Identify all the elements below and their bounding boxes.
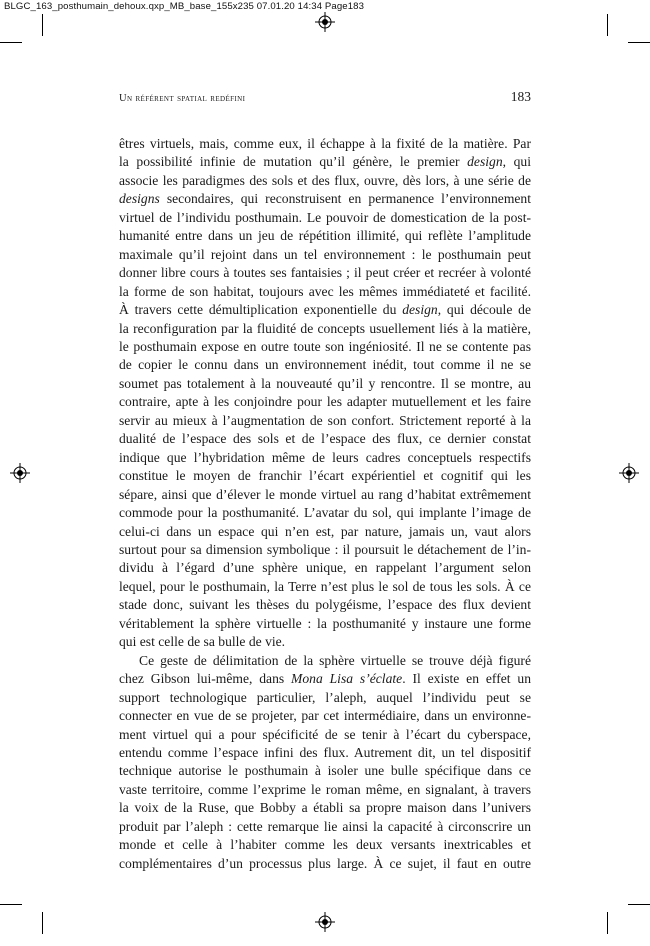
page-number: 183 bbox=[510, 89, 531, 104]
text-line: entendu comme l’espace infini des flux. Autrement dit, un tel dispositif bbox=[119, 744, 531, 760]
text-line: servir au mieux à l’augmentation de son confort. Strictement reporté à la bbox=[119, 412, 531, 428]
text-line: donner libre cours à toutes ses fantaisies ; il peut créer et recréer à volonté bbox=[119, 265, 531, 281]
text-line: vaste territoire, comme l’exprime le roman même, en signalant, à travers bbox=[119, 781, 531, 797]
registration-mark-icon bbox=[315, 12, 335, 32]
text-line: la reconfiguration par la fluidité de concepts usuellement liés à la matière, bbox=[119, 320, 531, 336]
crop-mark bbox=[628, 904, 650, 905]
crop-mark bbox=[0, 42, 22, 43]
text-line: la voix de la Ruse, que Bobby a établi sa propre maison dans l’univers bbox=[119, 800, 531, 816]
text-line: designs secondaires, qui reconstruisent en permanence l’environnement bbox=[119, 191, 531, 207]
text-line: ment virtuel qui a pour spécificité de se tenir à l’écart du cyberspace, bbox=[119, 726, 531, 742]
text-line: dividu à l’égard d’une sphère unique, en rappelant l’argument selon bbox=[119, 560, 531, 576]
crop-mark bbox=[628, 42, 650, 43]
crop-mark bbox=[607, 912, 608, 934]
text-line: soumet pas totalement à la nouveauté qu’il y rencontre. Il se montre, au bbox=[119, 375, 531, 391]
crop-mark bbox=[0, 904, 22, 905]
text-line: la forme de son habitat, toujours avec les mêmes immédiateté et facilité. bbox=[119, 283, 531, 299]
crop-mark bbox=[42, 912, 43, 934]
text-line: indique que l’hybridation même de leurs cadres conceptuels respectifs bbox=[119, 449, 531, 465]
text-line: surtout pour sa dimension symbolique : il poursuit le détachement de l’in- bbox=[119, 541, 531, 557]
text-line: le posthumain expose en outre toute son ingéniosité. Il ne se contente pas bbox=[119, 338, 531, 354]
registration-mark-icon bbox=[315, 912, 335, 932]
text-line: monde et celle à l’habiter comme les deux versants inextricables et bbox=[119, 837, 531, 853]
text-line: dualité de l’espace des sols et de l’espace des flux, ce dernier constat bbox=[119, 431, 531, 447]
text-line: êtres virtuels, mais, comme eux, il échappe à la fixité de la matière. Par bbox=[119, 136, 531, 151]
text-line: complémentaires d’un processus plus large. À ce sujet, il faut en outre bbox=[119, 855, 531, 871]
text-line: celui-ci dans un espace qui n’en est, par nature, jamais un, vaut alors bbox=[119, 523, 531, 539]
text-line: produit par l’aleph : cette remarque lie ainsi la capacité à circonscrire un bbox=[119, 818, 531, 834]
text-line: chez Gibson lui-même, dans Mona Lisa s’éclate. Il existe en effet un bbox=[119, 671, 531, 687]
text-line: lequel, pour le posthumain, la Terre n’est plus le sol de tous les sols. À ce bbox=[119, 578, 531, 594]
print-slug: BLGC_163_posthumain_dehoux.qxp_MB_base_155x235 07.01.20 14:34 Page183 bbox=[4, 1, 365, 12]
text-line: maximale qu’il rejoint dans un tel environnement : le posthumain peut bbox=[119, 246, 531, 262]
text-line: connecter en vue de se projeter, par cet intermédiaire, dans un environne- bbox=[119, 708, 531, 724]
body-text bbox=[119, 135, 531, 873]
registration-mark-icon bbox=[619, 463, 639, 483]
text-line: la possibilité infinie de mutation qu’il génère, le premier design, qui bbox=[119, 154, 531, 170]
crop-mark bbox=[607, 14, 608, 36]
text-line: sépare, ainsi que d’élever le monde virtuel au rang d’habitat extrêmement bbox=[119, 486, 531, 502]
registration-mark-icon bbox=[10, 463, 30, 483]
crop-mark bbox=[42, 14, 43, 36]
text-line: commode pour la posthumanité. L’avatar du sol, qui implante l’image de bbox=[119, 505, 531, 521]
text-line: humanité entre dans un jeu de répétition illimité, qui reflète l’amplitude bbox=[119, 228, 531, 244]
text-line: Ce geste de délimitation de la sphère virtuelle se trouve déjà figuré bbox=[139, 652, 531, 668]
text-line: support technologique particulier, l’aleph, auquel l’individu peut se bbox=[119, 689, 531, 705]
text-line: associe les paradigmes des sols et des flux, ouvre, dès lors, à une série de bbox=[119, 172, 531, 188]
text-line: À travers cette démultiplication exponentielle du design, qui découle de bbox=[119, 302, 531, 318]
text-line: stade donc, suivant les thèses du polygéisme, l’espace des flux devient bbox=[119, 597, 531, 613]
text-line: virtuel de l’individu posthumain. Le pouvoir de domestication de la post- bbox=[119, 209, 531, 225]
running-title: Un référent spatial redéfini bbox=[119, 93, 246, 104]
text-line: technique autorise le posthumain à isoler une bulle spécifique dans ce bbox=[119, 763, 531, 779]
text-line: véritablement la sphère virtuelle : la posthumanité y instaure une forme bbox=[119, 615, 531, 631]
text-line: constitue le moyen de franchir l’écart expérientiel et cognitif qui les bbox=[119, 468, 531, 484]
text-line: de copier le connu dans un environnement inédit, tout comme il ne se bbox=[119, 357, 531, 373]
text-line: contraire, apte à les conjoindre pour les adapter mutuellement et les faire bbox=[119, 394, 531, 410]
text-line: qui est celle de sa bulle de vie. bbox=[119, 634, 286, 650]
